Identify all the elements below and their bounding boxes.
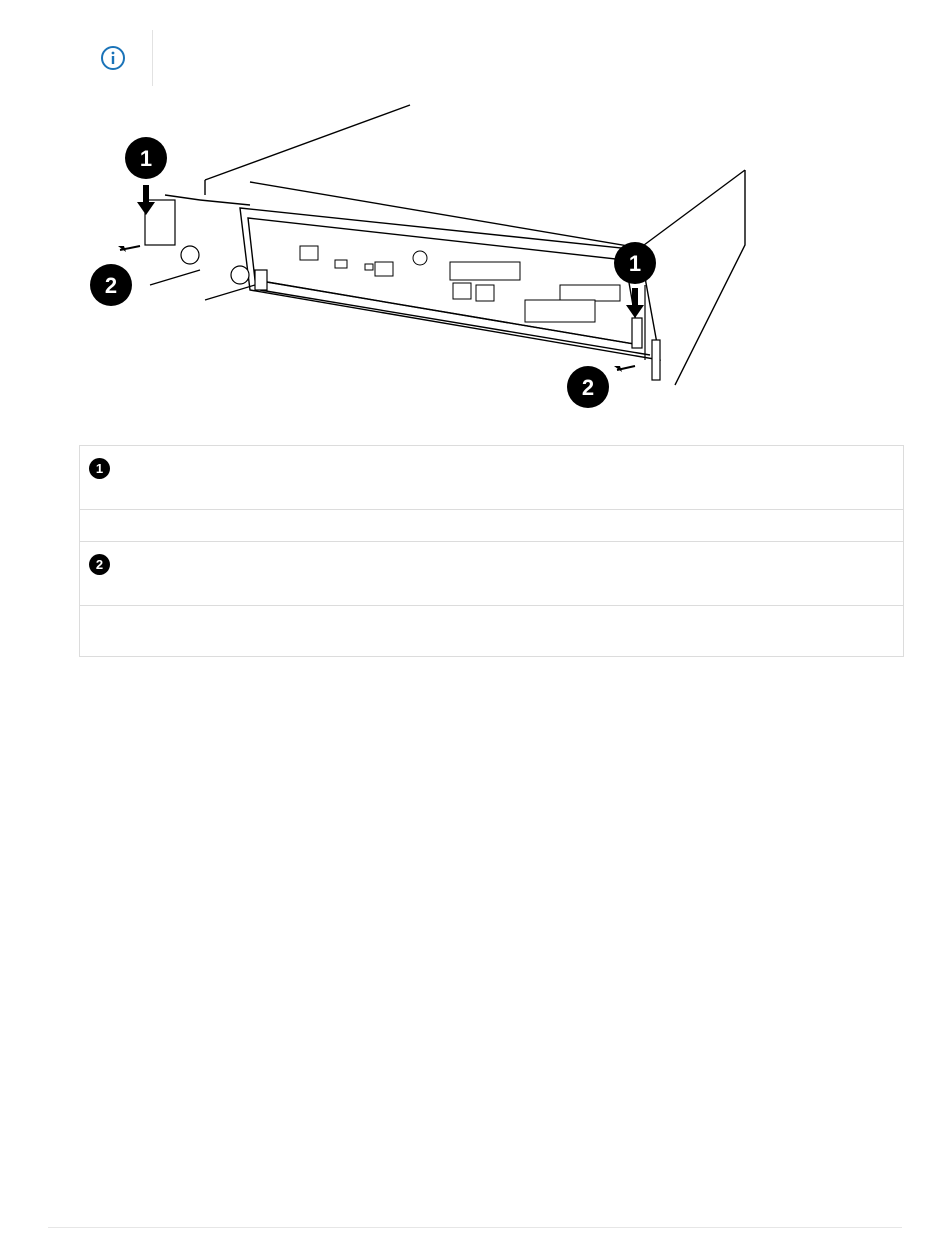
callout-label: 2 xyxy=(104,273,118,298)
legend-row xyxy=(80,606,903,656)
callout-2-left xyxy=(90,246,140,306)
legend-row xyxy=(80,510,903,542)
callout-2-right xyxy=(567,366,635,408)
info-circle-icon xyxy=(99,44,127,72)
footer-divider xyxy=(48,1227,902,1228)
callout-label: 1 xyxy=(628,251,642,276)
note-admonition xyxy=(95,30,155,86)
callout-badge: 2 xyxy=(89,554,110,575)
legend-row xyxy=(80,446,903,510)
legend-row xyxy=(80,542,903,606)
note-divider xyxy=(152,30,153,86)
callout-legend-table xyxy=(79,445,904,657)
callout-label: 1 xyxy=(139,146,153,171)
callout-label: 2 xyxy=(581,375,595,400)
callout-badge: 1 xyxy=(89,458,110,479)
controller-module-illustration xyxy=(80,100,770,420)
